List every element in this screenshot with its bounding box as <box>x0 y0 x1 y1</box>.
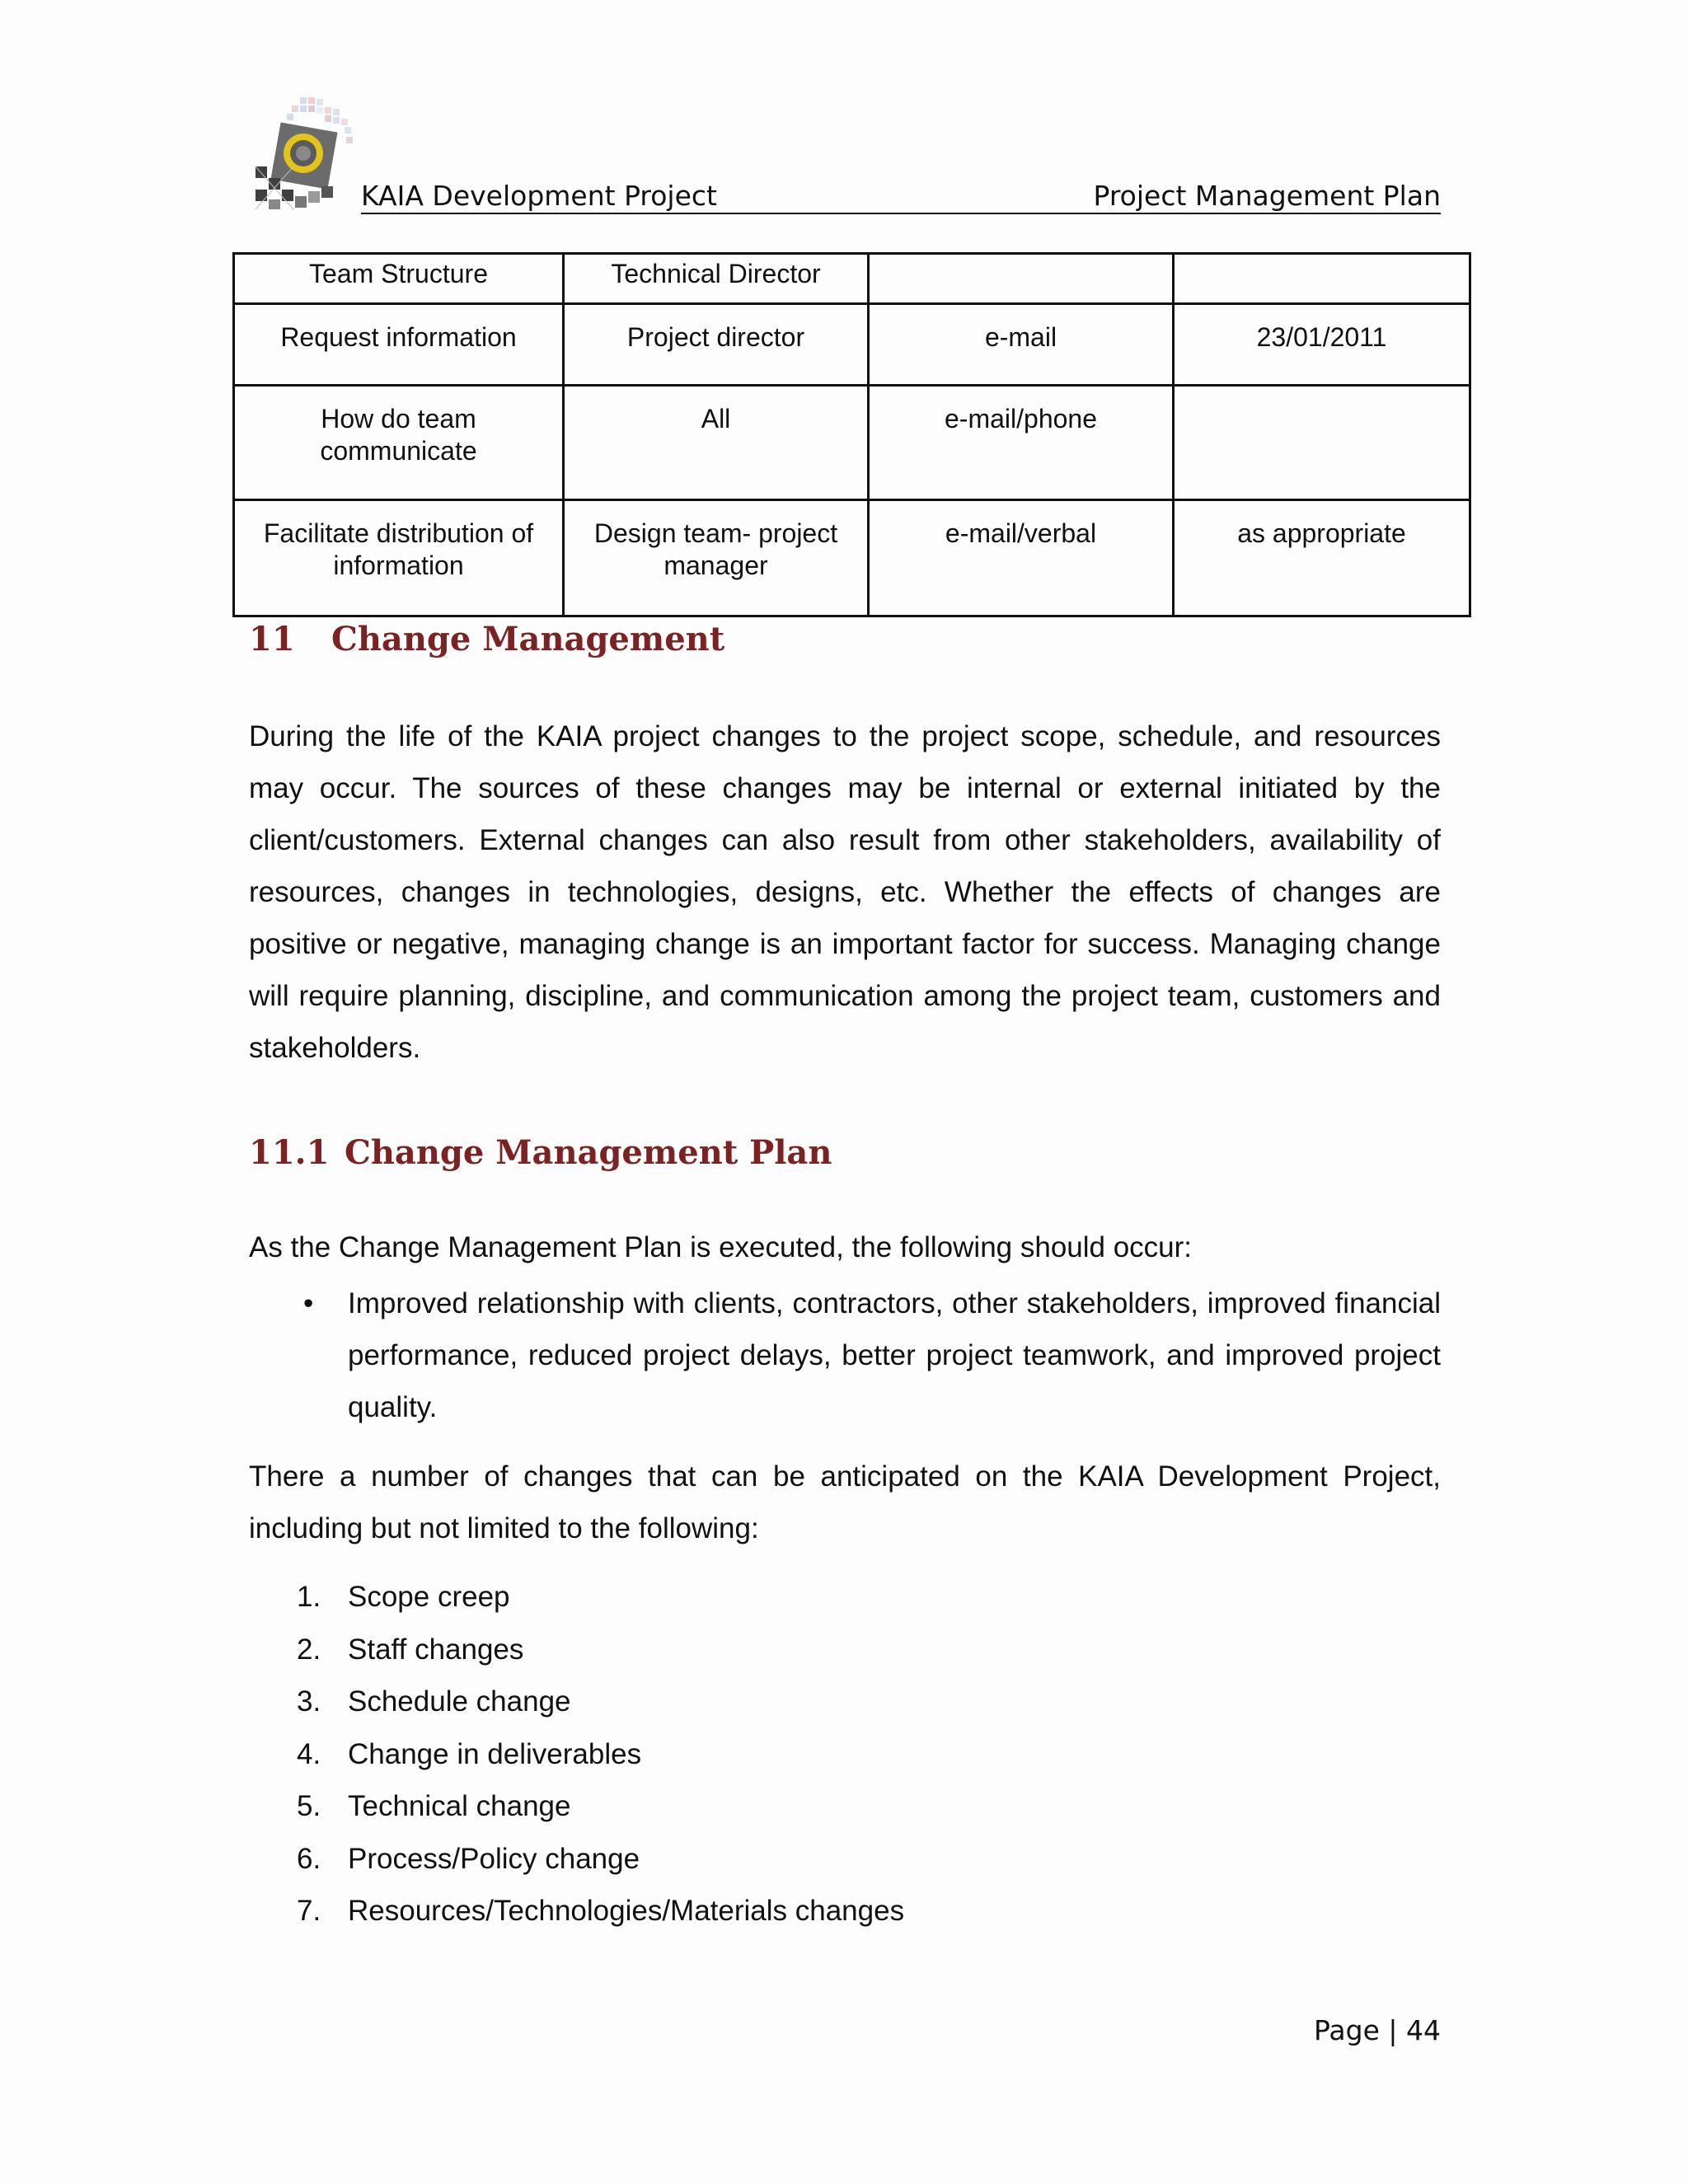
header-rule <box>361 213 1441 214</box>
list-text: Schedule change <box>348 1685 571 1718</box>
table-cell: How do team communicate <box>234 386 564 500</box>
section-title: Change Management <box>331 620 725 658</box>
bullet-list <box>249 1277 1441 1433</box>
list-text: Staff changes <box>348 1633 524 1666</box>
subsection-lead: There a number of changes that can be anticipated on the KAIA Development Project, including but not limited to the following: <box>249 1460 1441 1544</box>
subsection-number: 11.1 <box>249 1133 330 1172</box>
bullet-icon: • <box>303 1287 314 1319</box>
list-item <box>249 1675 904 1728</box>
table-cell: Project director <box>564 304 869 386</box>
list-item <box>249 1277 1441 1433</box>
header-project-title: KAIA Development Project <box>361 180 717 212</box>
table-cell <box>1174 386 1470 500</box>
table-cell <box>869 254 1174 304</box>
subsection-title: Change Management Plan <box>345 1133 832 1172</box>
table-cell: 23/01/2011 <box>1174 304 1470 386</box>
bullet-text: Improved relationship with clients, contractors, other stakeholders, improved financial performance, reduced project delays, better project teamwork, and improved project quality. <box>348 1287 1441 1423</box>
table-row <box>234 500 1470 616</box>
section-number: 11 <box>249 620 295 658</box>
kaia-logo-icon <box>254 97 363 211</box>
list-text: Resources/Technologies/Materials changes <box>348 1895 905 1927</box>
table-cell: e-mail/phone <box>869 386 1174 500</box>
section-paragraph: During the life of the KAIA project changes to the project scope, schedule, and resources may occur. The sources of these changes may be internal or external initiated by the client/customers. External changes can also result from other stakeholders, availability of resources, changes in technologies, designs, etc. Whether the effects of changes are positive or negative, managing change is an important factor for success. Managing change will require planning, discipline, and communication among the project team, customers and stakeholders. <box>249 720 1441 1064</box>
table-cell: Design team- project manager <box>564 500 869 616</box>
table-cell: Team Structure <box>234 254 564 304</box>
list-item <box>249 1728 904 1781</box>
table-cell: Request information <box>234 304 564 386</box>
table-cell: e-mail <box>869 304 1174 386</box>
subsection-intro: As the Change Management Plan is executed, the following should occur: <box>249 1231 1193 1263</box>
list-text: Technical change <box>348 1790 571 1822</box>
communication-table <box>232 252 1471 617</box>
page-number: Page | 44 <box>1314 2014 1441 2046</box>
header-document-title: Project Management Plan <box>1093 180 1441 212</box>
table-cell: Facilitate distribution of information <box>234 500 564 616</box>
list-item <box>249 1571 904 1624</box>
list-number: 5. <box>297 1790 321 1822</box>
table-cell: All <box>564 386 869 500</box>
numbered-list <box>249 1571 904 1938</box>
list-item <box>249 1624 904 1676</box>
section-heading <box>249 620 724 658</box>
table-row <box>234 304 1470 386</box>
list-number: 2. <box>297 1633 321 1666</box>
list-item <box>249 1780 904 1833</box>
table-cell <box>1174 254 1470 304</box>
table-cell: Technical Director <box>564 254 869 304</box>
list-item <box>249 1885 904 1938</box>
list-text: Change in deliverables <box>348 1737 642 1770</box>
list-number: 3. <box>297 1685 321 1718</box>
list-text: Scope creep <box>348 1581 510 1613</box>
list-number: 1. <box>297 1581 321 1613</box>
list-number: 6. <box>297 1842 321 1875</box>
table-cell: as appropriate <box>1174 500 1470 616</box>
table-row <box>234 254 1470 304</box>
subsection-heading <box>249 1133 832 1172</box>
list-number: 4. <box>297 1737 321 1770</box>
list-text: Process/Policy change <box>348 1842 640 1875</box>
table-row <box>234 386 1470 500</box>
list-item <box>249 1833 904 1886</box>
list-number: 7. <box>297 1895 321 1927</box>
table-cell: e-mail/verbal <box>869 500 1174 616</box>
